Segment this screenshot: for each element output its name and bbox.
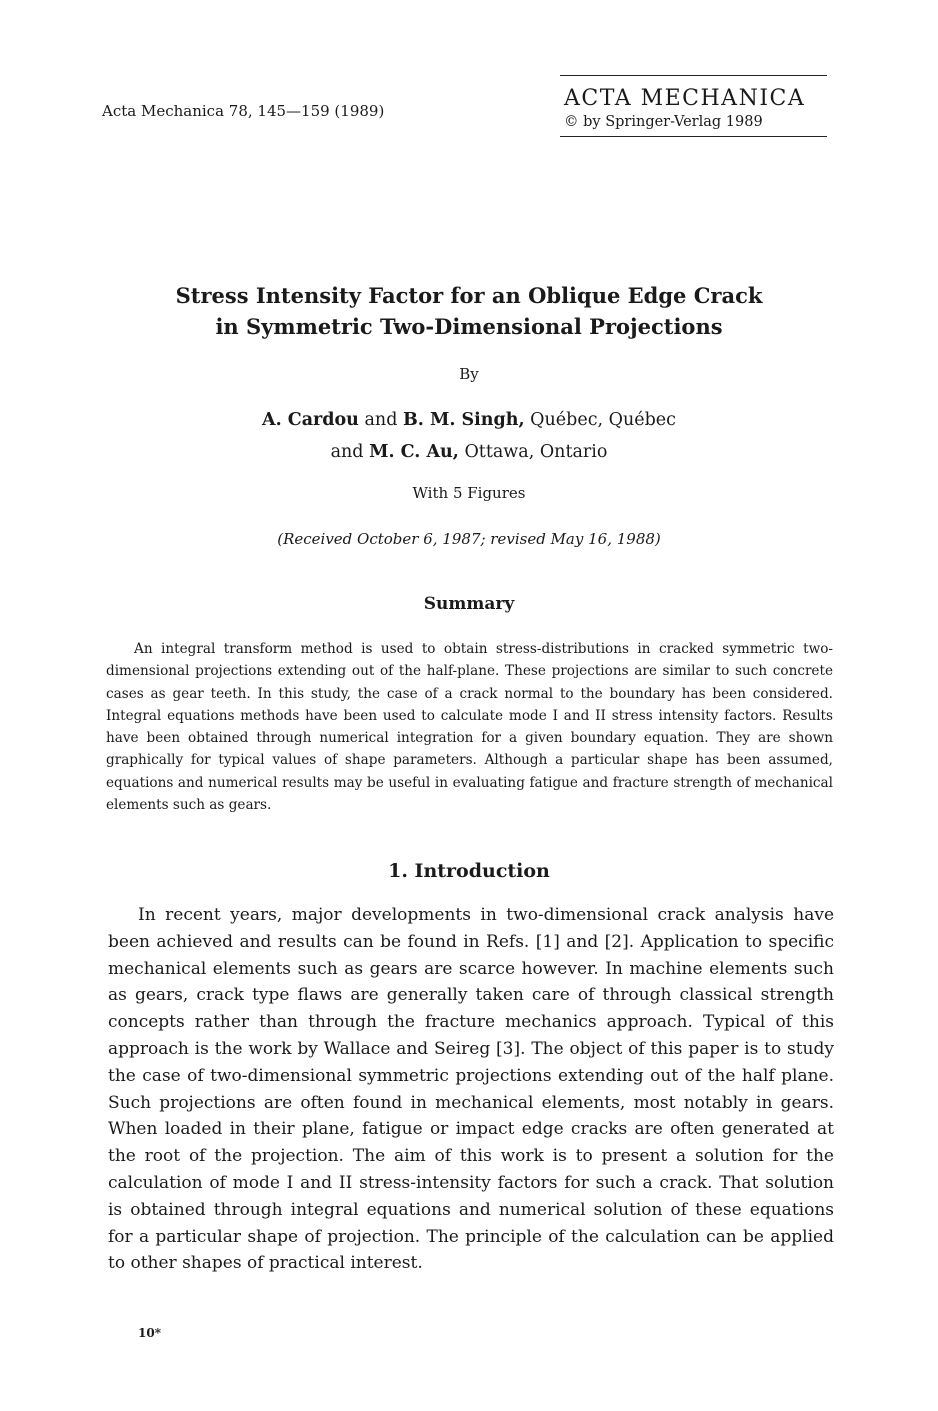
author-singh: B. M. Singh, <box>402 410 525 430</box>
authors-line-1 <box>120 404 818 436</box>
by-line: By <box>459 365 479 383</box>
paper-title <box>120 280 818 342</box>
introduction-heading: 1. Introduction <box>388 860 550 882</box>
authors-line-2 <box>120 436 818 468</box>
signature-mark: 10* <box>138 1326 161 1340</box>
summary-text: An integral transform method is used to obtain stress-distributions in cracked symmetric two-dimensional projections extending out of the half-plane. These projections are similar to such concrete cases as gear teeth. In this study, the case of a crack normal to the boundary has been considered. Integral equations methods have been used to calculate mode I and II stress intensity factors. Results have been obtained through numerical integration for a given boundary equation. They are shown graphically for typical values of shape parameters. Although a particular shape has been assumed, equations and numerical results may be useful in evaluating fatigue and fracture strength of mechanical elements such as gears. <box>106 641 833 814</box>
journal-masthead <box>560 75 827 137</box>
masthead-copyright: © by Springer-Verlag 1989 <box>564 114 763 130</box>
affiliation-quebec: Québec, Québec <box>530 410 676 430</box>
author-au: M. C. Au, <box>369 442 459 462</box>
journal-reference: Acta Mechanica 78, 145—159 (1989) <box>102 102 385 120</box>
author-cardou: A. Cardou <box>262 410 359 430</box>
introduction-text: In recent years, major developments in two-dimensional crack analysis have been achieved and results can be found in Refs. [1] and [2]. Application to specific mechanical elements such as gears are scarce however. In machine elements such as gears, crack type flaws are generally taken care of through classical strength concepts rather than through the fracture mechanics approach. Typical of this approach is the work by Wallace and Seireg [3]. The object of this paper is to study the case of two-dimensional symmetric projections extending out of the half plane. Such projections are often found in mechanical elements, most notably in gears. When loaded in their plane, fatigue or impact edge cracks are often generated at the root of the projection. The aim of this work is to present a solution for the calculation of mode I and II stress-intensity factors for such a crack. That solution is obtained through integral equations and numerical solution of these equations for a particular shape of projection. The principle of the calculation can be applied to other shapes of practical interest. <box>108 905 834 1274</box>
title-line-2: in Symmetric Two-Dimensional Projections <box>215 314 723 339</box>
summary-heading: Summary <box>423 594 515 614</box>
affiliation-ottawa: Ottawa, Ontario <box>464 442 608 462</box>
masthead-title: ACTA MECHANICA <box>564 86 806 111</box>
title-line-1: Stress Intensity Factor for an Oblique Edge Crack <box>175 283 763 308</box>
figures-note: With 5 Figures <box>412 484 526 502</box>
author-conjunction: and <box>364 410 398 430</box>
author-conjunction: and <box>330 442 364 462</box>
authors-block <box>120 404 818 468</box>
received-dates: (Received October 6, 1987; revised May 16, 1988) <box>277 530 661 548</box>
